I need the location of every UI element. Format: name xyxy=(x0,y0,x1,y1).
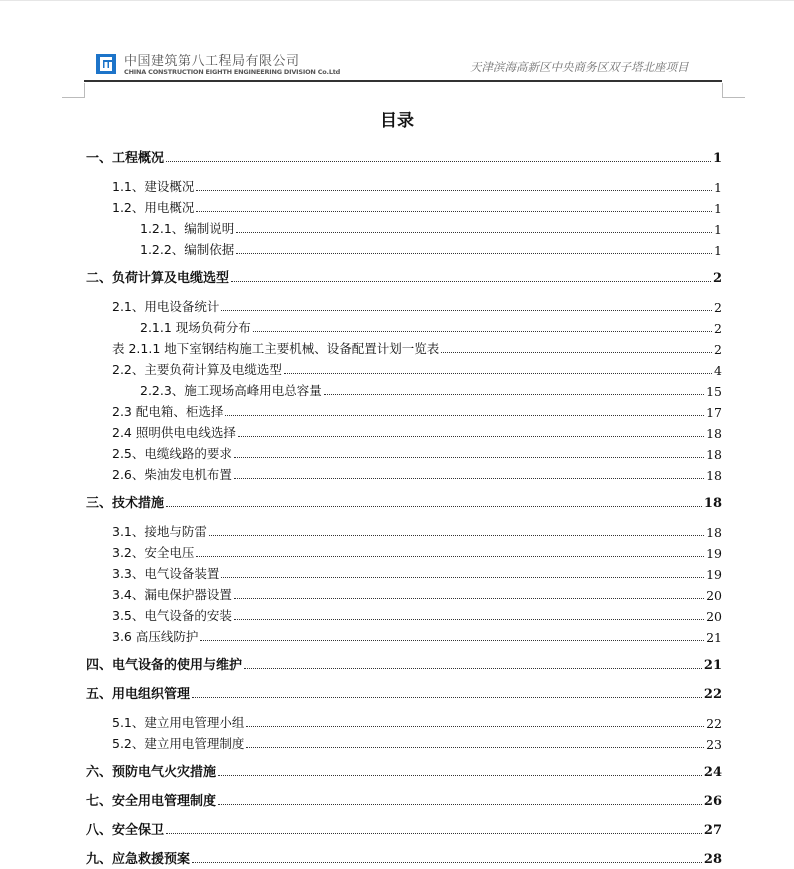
toc-entry-title: 3.4、漏电保护器设置 xyxy=(112,587,232,602)
toc-leader-dots xyxy=(284,373,712,374)
toc-entry[interactable] xyxy=(112,713,722,731)
toc-entry[interactable] xyxy=(140,240,722,258)
toc-leader-dots xyxy=(192,862,702,863)
toc-entry[interactable] xyxy=(112,606,722,624)
toc-leader-dots xyxy=(225,415,704,416)
toc-leader-dots xyxy=(221,310,712,311)
toc-entry-page: 18 xyxy=(706,447,722,462)
toc-entry-page: 20 xyxy=(706,588,722,603)
toc-entry[interactable] xyxy=(112,360,722,378)
toc-leader-dots xyxy=(218,804,702,805)
toc-entry[interactable] xyxy=(140,381,722,399)
toc-entry-title: 3.3、电气设备装置 xyxy=(112,566,220,581)
toc-leader-dots xyxy=(324,394,704,395)
toc-leader-dots xyxy=(253,331,712,332)
toc-entry-page: 2 xyxy=(714,300,722,315)
toc-entry-title: 六、预防电气火灾措施 xyxy=(86,765,217,780)
toc-entry-page: 2 xyxy=(714,342,722,357)
toc-leader-dots xyxy=(196,211,712,212)
toc-entry[interactable] xyxy=(112,734,722,752)
toc-entry-page: 1 xyxy=(714,201,722,216)
toc-entry-page: 24 xyxy=(703,765,722,780)
toc-entry-title: 2.4 照明供电电线选择 xyxy=(112,425,236,440)
toc-entry-title: 1.2.2、编制依据 xyxy=(140,242,235,257)
toc-entry[interactable] xyxy=(112,543,722,561)
toc-leader-dots xyxy=(234,457,704,458)
toc-entry-title: 3.1、接地与防雷 xyxy=(112,524,207,539)
toc-entry-title: 3.6 高压线防护 xyxy=(112,629,199,644)
toc-entry[interactable] xyxy=(140,219,722,237)
toc-entry-page: 15 xyxy=(706,384,722,399)
toc-entry-page: 17 xyxy=(706,405,722,420)
toc-entry-title: 五、用电组织管理 xyxy=(86,687,191,702)
company-name-en: CHINA CONSTRUCTION EIGHTH ENGINEERING DIVISION Co.Ltd xyxy=(124,68,341,76)
toc-leader-dots xyxy=(244,668,702,669)
toc-entry-title: 九、应急救援预案 xyxy=(86,852,191,867)
toc-entry[interactable] xyxy=(86,762,722,780)
toc-leader-dots xyxy=(166,506,702,507)
toc-entry-page: 21 xyxy=(706,630,722,645)
toc-entry-page: 27 xyxy=(703,823,722,838)
toc-entry-page: 21 xyxy=(703,658,722,673)
page-title: 目录 xyxy=(380,111,414,131)
toc-entry-page: 1 xyxy=(712,151,722,166)
toc-entry-page: 2 xyxy=(712,271,722,286)
toc-entry[interactable] xyxy=(112,564,722,582)
toc-entry[interactable] xyxy=(112,522,722,540)
toc-leader-dots xyxy=(234,478,704,479)
header-rule xyxy=(84,80,722,82)
toc-entry[interactable] xyxy=(86,820,722,838)
toc-entry[interactable] xyxy=(86,493,722,511)
toc-entry-title: 一、工程概况 xyxy=(86,151,165,166)
toc-entry-page: 18 xyxy=(706,468,722,483)
toc-leader-dots xyxy=(166,833,702,834)
toc-entry-title: 表 2.1.1 地下室钢结构施工主要机械、设备配置计划一览表 xyxy=(112,341,440,356)
toc-entry-title: 5.2、建立用电管理制度 xyxy=(112,736,245,751)
toc-leader-dots xyxy=(246,726,704,727)
toc-entry[interactable] xyxy=(86,655,722,673)
toc-leader-dots xyxy=(218,775,702,776)
toc-leader-dots xyxy=(192,697,702,698)
toc-entry-title: 2.2、主要负荷计算及电缆选型 xyxy=(112,362,282,377)
toc-entry-title: 2.1.1 现场负荷分布 xyxy=(140,320,251,335)
toc-entry-page: 4 xyxy=(714,363,722,378)
company-name-cn: 中国建筑第八工程局有限公司 xyxy=(124,54,300,69)
toc-entry-page: 26 xyxy=(703,794,722,809)
toc-entry-title: 2.6、柴油发电机布置 xyxy=(112,467,232,482)
toc-entry[interactable] xyxy=(112,402,722,420)
toc-entry-page: 18 xyxy=(703,496,722,511)
toc-entry-title: 3.2、安全电压 xyxy=(112,545,195,560)
toc-entry[interactable] xyxy=(112,297,722,315)
toc-entry-title: 2.1、用电设备统计 xyxy=(112,299,220,314)
toc-leader-dots xyxy=(238,436,704,437)
toc-leader-dots xyxy=(196,556,704,557)
toc-leader-dots xyxy=(196,190,712,191)
toc-leader-dots xyxy=(246,747,704,748)
toc-entry-page: 20 xyxy=(706,609,722,624)
crop-mark-right xyxy=(722,83,745,98)
toc-entry-title: 2.5、电缆线路的要求 xyxy=(112,446,232,461)
crop-mark-left xyxy=(62,83,85,98)
toc-entry-page: 1 xyxy=(714,222,722,237)
toc-entry-title: 2.3 配电箱、柜选择 xyxy=(112,404,224,419)
toc-entry[interactable] xyxy=(112,339,722,357)
project-name: 天津滨海高新区中央商务区双子塔北座项目 xyxy=(470,60,689,74)
toc-entry[interactable] xyxy=(112,465,722,483)
toc-entry-title: 三、技术措施 xyxy=(86,496,165,511)
toc-entry-title: 3.5、电气设备的安装 xyxy=(112,608,232,623)
company-logo-icon xyxy=(96,54,116,74)
toc-leader-dots xyxy=(236,232,712,233)
toc-entry-title: 七、安全用电管理制度 xyxy=(86,794,217,809)
toc-leader-dots xyxy=(166,161,711,162)
toc-entry-page: 23 xyxy=(706,737,722,752)
toc-entry-title: 5.1、建立用电管理小组 xyxy=(112,715,245,730)
toc-entry[interactable] xyxy=(112,585,722,603)
toc-entry-page: 1 xyxy=(714,180,722,195)
toc-leader-dots xyxy=(209,535,704,536)
toc-entry-title: 八、安全保卫 xyxy=(86,823,165,838)
toc-entry[interactable] xyxy=(112,627,722,645)
toc-entry-page: 28 xyxy=(703,852,722,867)
toc-leader-dots xyxy=(200,640,704,641)
toc-entry-page: 18 xyxy=(706,525,722,540)
toc-entry[interactable] xyxy=(86,268,722,286)
toc-entry-page: 1 xyxy=(714,243,722,258)
toc-entry[interactable] xyxy=(112,444,722,462)
toc-leader-dots xyxy=(441,352,712,353)
toc-entry[interactable] xyxy=(112,423,722,441)
page-top-edge xyxy=(0,0,794,1)
toc-leader-dots xyxy=(231,281,711,282)
toc-leader-dots xyxy=(234,619,704,620)
toc-entry-title: 1.2、用电概况 xyxy=(112,200,195,215)
toc-entry-title: 2.2.3、施工现场高峰用电总容量 xyxy=(140,383,322,398)
toc-entry-page: 22 xyxy=(703,687,722,702)
toc-leader-dots xyxy=(236,253,712,254)
toc-entry-title: 四、电气设备的使用与维护 xyxy=(86,658,243,673)
toc-entry-title: 1.1、建设概况 xyxy=(112,179,195,194)
toc-leader-dots xyxy=(221,577,704,578)
toc-entry[interactable] xyxy=(86,148,722,166)
toc-entry-page: 19 xyxy=(706,567,722,582)
toc-entry-page: 22 xyxy=(706,716,722,731)
toc-leader-dots xyxy=(234,598,704,599)
toc-entry[interactable] xyxy=(112,177,722,195)
toc-entry[interactable] xyxy=(112,198,722,216)
toc-entry[interactable] xyxy=(140,318,722,336)
toc-entry-page: 18 xyxy=(706,426,722,441)
toc-entry[interactable] xyxy=(86,791,722,809)
toc-entry-page: 2 xyxy=(714,321,722,336)
toc-entry-title: 1.2.1、编制说明 xyxy=(140,221,235,236)
toc-entry[interactable] xyxy=(86,849,722,867)
toc-entry-page: 19 xyxy=(706,546,722,561)
toc-entry[interactable] xyxy=(86,684,722,702)
toc-entry-title: 二、负荷计算及电缆选型 xyxy=(86,271,230,286)
